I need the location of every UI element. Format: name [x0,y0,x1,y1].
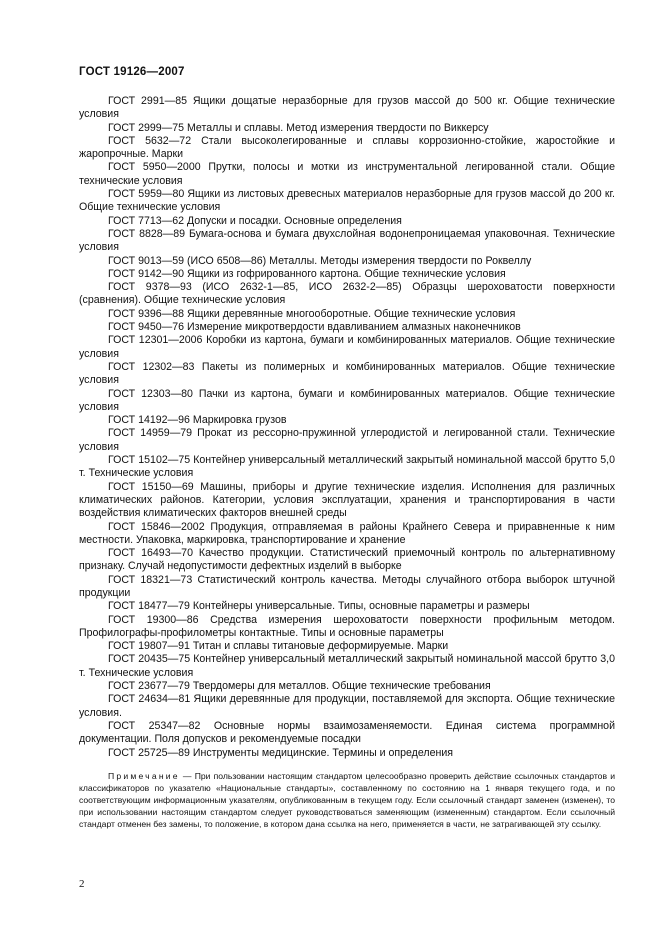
reference-item: ГОСТ 19300—86 Средства измерения шероховатости поверхности профильным методом. Профилографы-профилометры контактные. Типы и основные параметры [79,613,615,639]
reference-item: ГОСТ 2999—75 Металлы и сплавы. Метод измерения твердости по Виккерсу [108,121,489,134]
reference-item: ГОСТ 14192—96 Маркировка грузов [108,414,287,427]
reference-item: ГОСТ 7713—62 Допуски и посадки. Основные определения [108,214,402,227]
reference-item: ГОСТ 20435—75 Контейнер универсальный металлический закрытый номинальной массой брутто 3,0 т. Технические условия [79,653,615,679]
reference-item: ГОСТ 9450—76 Измерение микротвердости вдавливанием алмазных наконечников [108,321,521,334]
reference-item: ГОСТ 15150—69 Машины, приборы и другие технические изделия. Исполнения для различных климатических районов. Категории, условия эксплуатации, хранения и транспортирования в части воздействия климатических факторов внешней среды [79,480,615,520]
reference-item: ГОСТ 12301—2006 Коробки из картона, бумаги и комбинированных материалов. Общие технические условия [79,334,615,360]
reference-item: ГОСТ 9013—59 (ИСО 6508—86) Металлы. Методы измерения твердости по Роквеллу [108,254,532,267]
reference-item: ГОСТ 5959—80 Ящики из листовых древесных материалов неразборные для грузов массой до 200 кг. Общие технические условия [79,188,615,214]
reference-item: ГОСТ 14959—79 Прокат из рессорно-пружинной углеродистой и легированной стали. Технические условия [79,427,615,453]
reference-item: ГОСТ 5950—2000 Прутки, полосы и мотки из инструментальной легированной стали. Общие технические условия [79,161,615,187]
note-text: — При пользовании настоящим стандартом целесообразно проверить действие ссылочных стандартов и классификаторов по указателю «Национальные стандарты», составленному по состоянию на 1 января текущего года, и по соответствующим информационным указателям, опубликованным в текущем году. Если ссылочный стандарт заменен (изменен), то при использовании настоящим стандартом следует руководствоваться заменяющим (измененным) стандартом. Если ссылочный стандарт отменен без замены, то положение, в котором дана ссылка на него, применяется в части, не затрагивающей эту ссылку. [79,771,615,829]
reference-item: ГОСТ 25347—82 Основные нормы взаимозаменяемости. Единая система программной документации. Поля допусков и рекомендуемые посадки [79,719,615,746]
reference-item: ГОСТ 15846—2002 Продукция, отправляемая в районы Крайнего Севера и приравненные к ним местности. Упаковка, маркировка, транспортирование и хранение [79,520,615,546]
reference-item: ГОСТ 9396—88 Ящики деревянные многооборотные. Общие технические условия [108,307,516,320]
reference-item: ГОСТ 12303—80 Пачки из картона, бумаги и комбинированных материалов. Общие технические условия [79,387,615,413]
document-header: ГОСТ 19126—2007 [79,66,185,78]
page-number: 2 [79,878,85,890]
note-label: Примечание [108,771,180,781]
reference-item: ГОСТ 9378—93 (ИСО 2632-1—85, ИСО 2632-2—85) Образцы шероховатости поверхности (сравнения). Общие технические условия [79,281,615,307]
reference-item: ГОСТ 9142—90 Ящики из гофрированного картона. Общие технические условия [108,267,506,280]
reference-item: ГОСТ 25725—89 Инструменты медицинские. Термины и определения [108,746,453,759]
reference-item: ГОСТ 19807—91 Титан и сплавы титановые деформируемые. Марки [108,640,449,653]
reference-item: ГОСТ 18321—73 Статистический контроль качества. Методы случайного отбора выборок штучной продукции [79,573,615,599]
reference-item: ГОСТ 23677—79 Твердомеры для металлов. Общие технические требования [108,680,491,693]
reference-item: ГОСТ 12302—83 Пакеты из полимерных и комбинированных материалов. Общие технические условия [79,360,615,387]
reference-item: ГОСТ 5632—72 Стали высоколегированные и сплавы коррозионно-стойкие, жаростойкие и жаропрочные. Марки [79,134,615,161]
reference-item: ГОСТ 18477—79 Контейнеры универсальные. Типы, основные параметры и размеры [108,600,530,613]
reference-item: ГОСТ 2991—85 Ящики дощатые неразборные для грузов массой до 500 кг. Общие технические условия [79,95,615,121]
normative-references-list [79,95,615,760]
note-paragraph [79,770,615,830]
reference-item: ГОСТ 24634—81 Ящики деревянные для продукции, поставляемой для экспорта. Общие технические условия. [79,693,615,719]
reference-item: ГОСТ 15102—75 Контейнер универсальный металлический закрытый номинальной массой брутто 5,0 т. Технические условия [79,454,615,480]
reference-item: ГОСТ 8828—89 Бумага-основа и бумага двухслойная водонепроницаемая упаковочная. Технические условия [79,227,615,254]
reference-item: ГОСТ 16493—70 Качество продукции. Статистический приемочный контроль по альтернативному признаку. Случай недопустимости дефектных изделий в выборке [79,547,615,573]
